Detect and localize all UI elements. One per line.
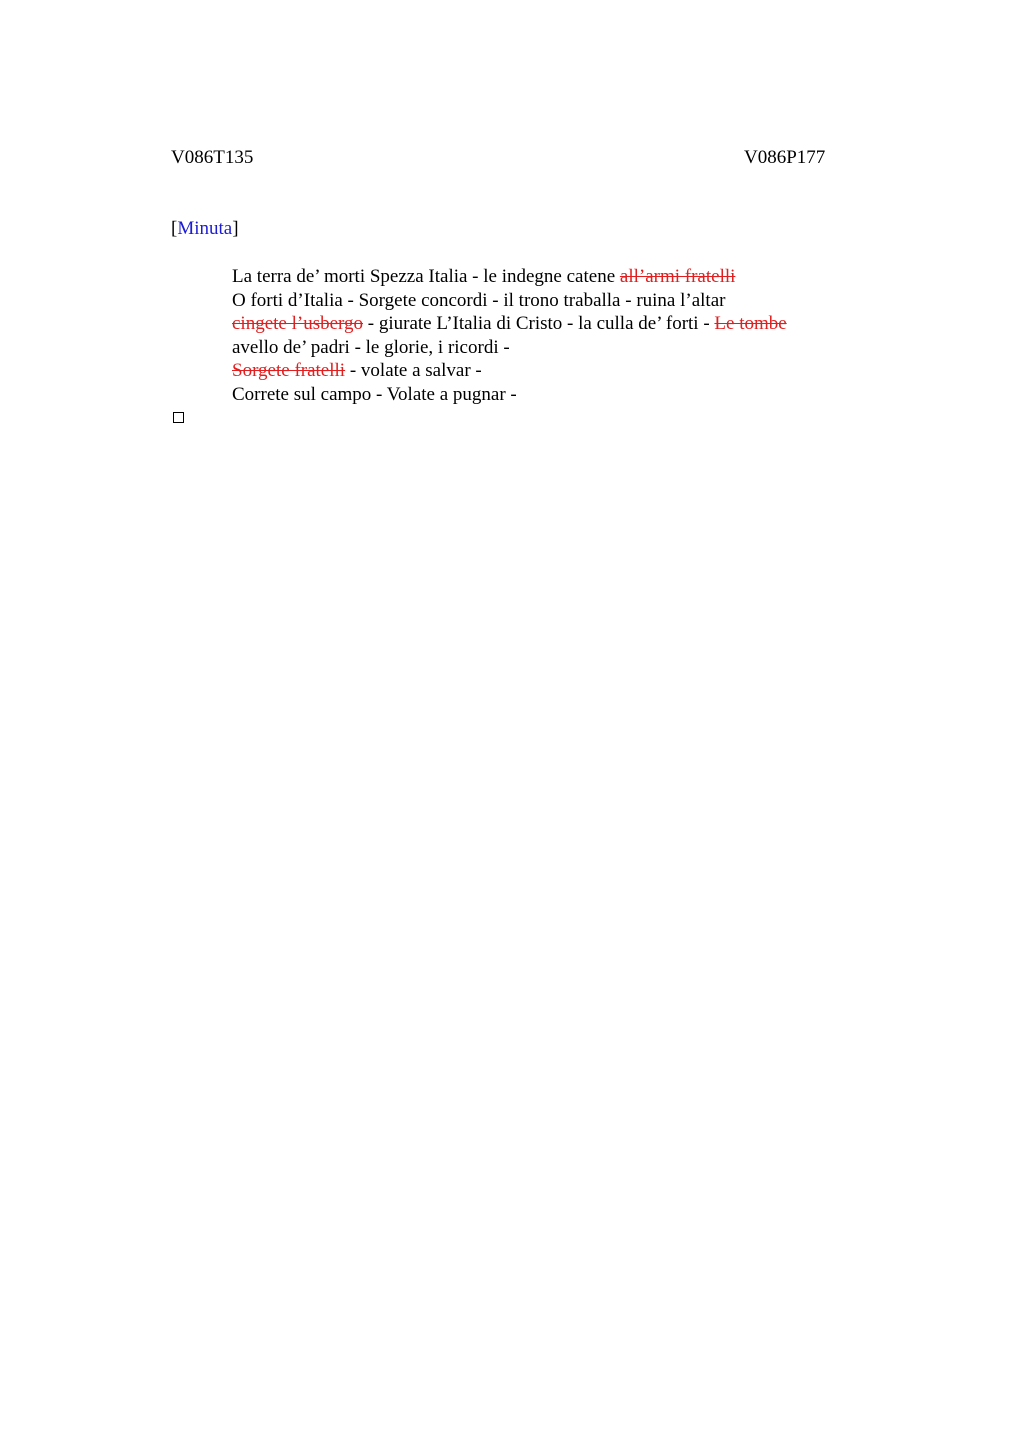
verse-line-6	[232, 383, 872, 407]
section-label-minuta: Minuta	[177, 218, 233, 239]
verse-text: - giurate L’Italia di Cristo - la culla de’ forti -	[363, 313, 715, 335]
section-label	[171, 218, 239, 240]
verse-text: Correte sul campo - Volate a pugnar -	[232, 383, 517, 405]
deleted-text: cingete l’usbergo	[232, 313, 364, 335]
close-bracket: ]	[232, 218, 239, 239]
deleted-text: all’armi fratelli	[619, 266, 736, 287]
verse-line-4	[232, 336, 872, 360]
open-bracket: [	[171, 218, 178, 239]
verse-block	[232, 265, 872, 407]
verse-line-3	[232, 312, 872, 336]
verse-text: La terra de’ morti Spezza Italia - le indegne catene	[232, 266, 620, 287]
verse-line-2	[232, 289, 872, 313]
document-id-right: V086P177	[744, 147, 826, 168]
empty-square-icon	[173, 412, 184, 423]
verse-line-5	[232, 359, 872, 383]
document-id-left: V086T135	[171, 147, 254, 168]
deleted-text: Le tombe	[714, 313, 787, 335]
verse-text: - volate a salvar -	[345, 360, 482, 382]
verse-text: avello de’ padri - le glorie, i ricordi -	[232, 336, 510, 358]
verse-text: O forti d’Italia - Sorgete concordi - il trono traballa - ruina l’altar	[232, 289, 726, 311]
deleted-text: Sorgete fratelli	[232, 360, 346, 382]
verse-line-1	[232, 265, 872, 289]
